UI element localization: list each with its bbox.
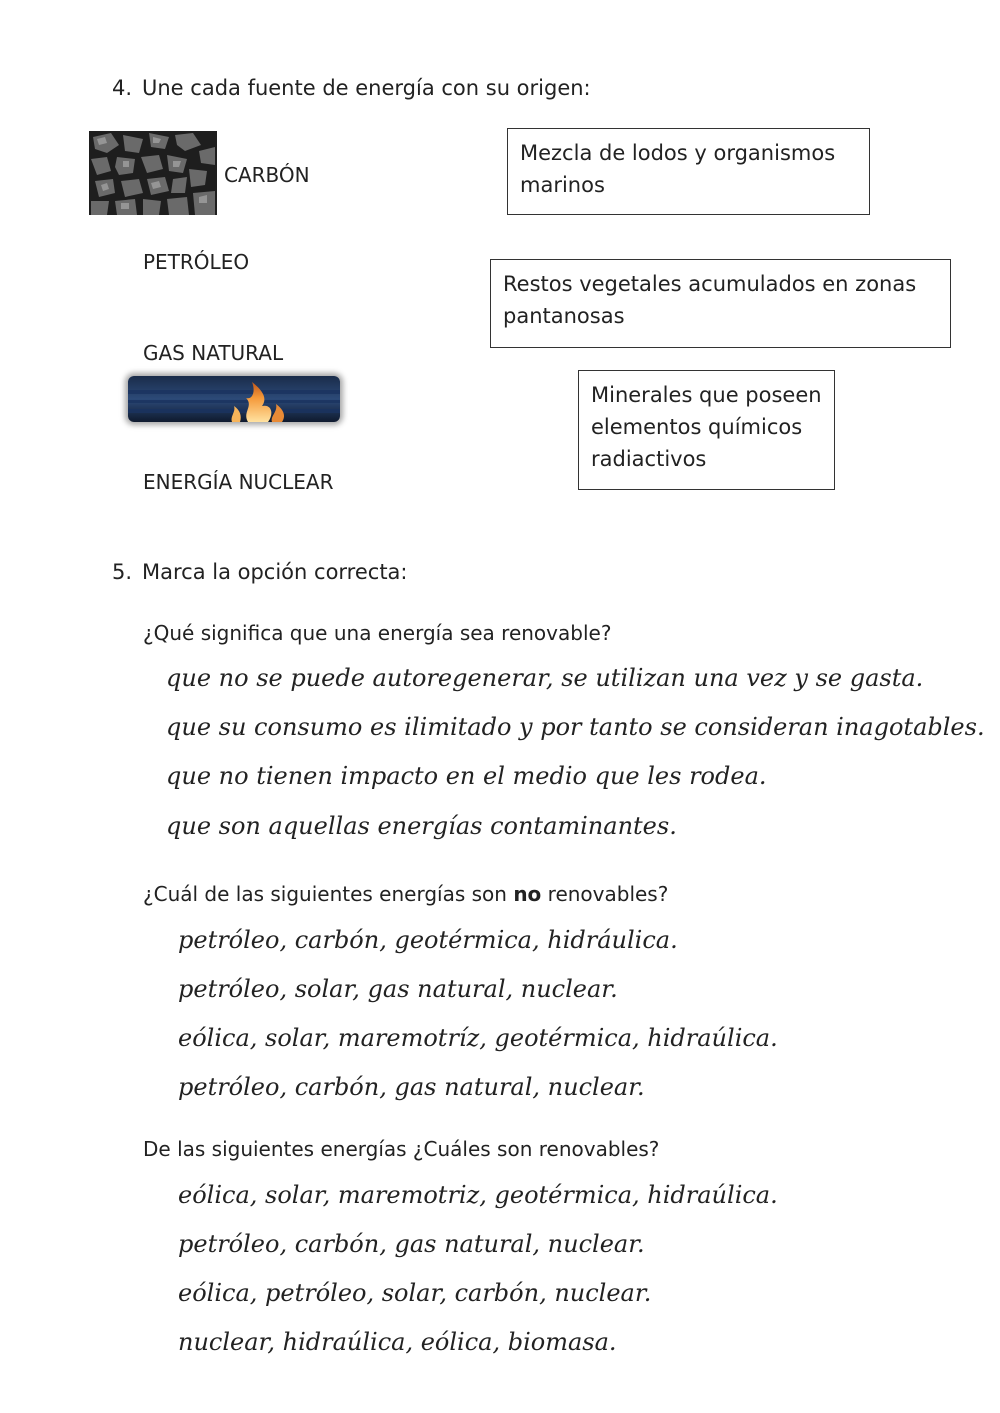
source-carbon: CARBÓN <box>224 163 310 187</box>
origin-box-minerales-line1: Minerales que poseen <box>591 383 822 407</box>
source-petroleo: PETRÓLEO <box>143 250 250 274</box>
question-1-option-4[interactable]: que son aquellas energías contaminantes. <box>166 812 677 840</box>
question-2-option-4[interactable]: petróleo, carbón, gas natural, nuclear. <box>178 1073 645 1101</box>
question-3-text: De las siguientes energías ¿Cuáles son renovables? <box>143 1137 660 1161</box>
origin-box-lodos-line2: marinos <box>520 173 605 197</box>
question-1-option-1[interactable]: que no se puede autoregenerar, se utilizan una vez y se gasta. <box>166 664 924 692</box>
question-3-option-4[interactable]: nuclear, hidraúlica, eólica, biomasa. <box>178 1328 617 1356</box>
q5-number: 5. <box>112 560 133 584</box>
question-2-option-3[interactable]: eólica, solar, maremotríz, geotérmica, hidraúlica. <box>178 1024 778 1052</box>
q5-title: Marca la opción correcta: <box>142 560 408 584</box>
question-2-option-1[interactable]: petróleo, carbón, geotérmica, hidráulica. <box>178 926 678 954</box>
question-1-text: ¿Qué significa que una energía sea renovable? <box>143 621 612 645</box>
origin-box-restos-line2: pantanosas <box>503 304 625 328</box>
q4-title: Une cada fuente de energía con su origen: <box>142 76 591 100</box>
origin-box-minerales[interactable] <box>578 370 835 490</box>
question-1-option-3[interactable]: que no tienen impacto en el medio que les rodea. <box>166 762 767 790</box>
gas-flame-image <box>128 376 340 422</box>
q4-heading <box>112 75 591 101</box>
source-gas-natural: GAS NATURAL <box>143 341 284 365</box>
q4-number: 4. <box>112 76 133 100</box>
source-energia-nuclear: ENERGÍA NUCLEAR <box>143 470 334 494</box>
question-2-text-before: ¿Cuál de las siguientes energías son <box>143 882 514 906</box>
origin-box-lodos[interactable] <box>507 128 870 215</box>
question-3-option-1[interactable]: eólica, solar, maremotriz, geotérmica, hidraúlica. <box>178 1181 778 1209</box>
origin-box-restos-vegetales[interactable] <box>490 259 951 348</box>
question-3-option-2[interactable]: petróleo, carbón, gas natural, nuclear. <box>178 1230 645 1258</box>
coal-image <box>89 131 217 215</box>
origin-box-lodos-line1: Mezcla de lodos y organismos <box>520 141 836 165</box>
question-1-option-2[interactable]: que su consumo es ilimitado y por tanto se consideran inagotables. <box>166 713 985 741</box>
question-2-text-bold: no <box>513 882 542 906</box>
origin-box-restos-line1: Restos vegetales acumulados en zonas <box>503 272 917 296</box>
q5-heading <box>112 559 408 585</box>
origin-box-minerales-line2: elementos químicos <box>591 415 803 439</box>
question-2-text-after: renovables? <box>541 882 669 906</box>
origin-box-minerales-line3: radiactivos <box>591 447 707 471</box>
question-3-option-3[interactable]: eólica, petróleo, solar, carbón, nuclear. <box>178 1279 652 1307</box>
question-2-option-2[interactable]: petróleo, solar, gas natural, nuclear. <box>178 975 618 1003</box>
question-2-text <box>143 881 668 907</box>
